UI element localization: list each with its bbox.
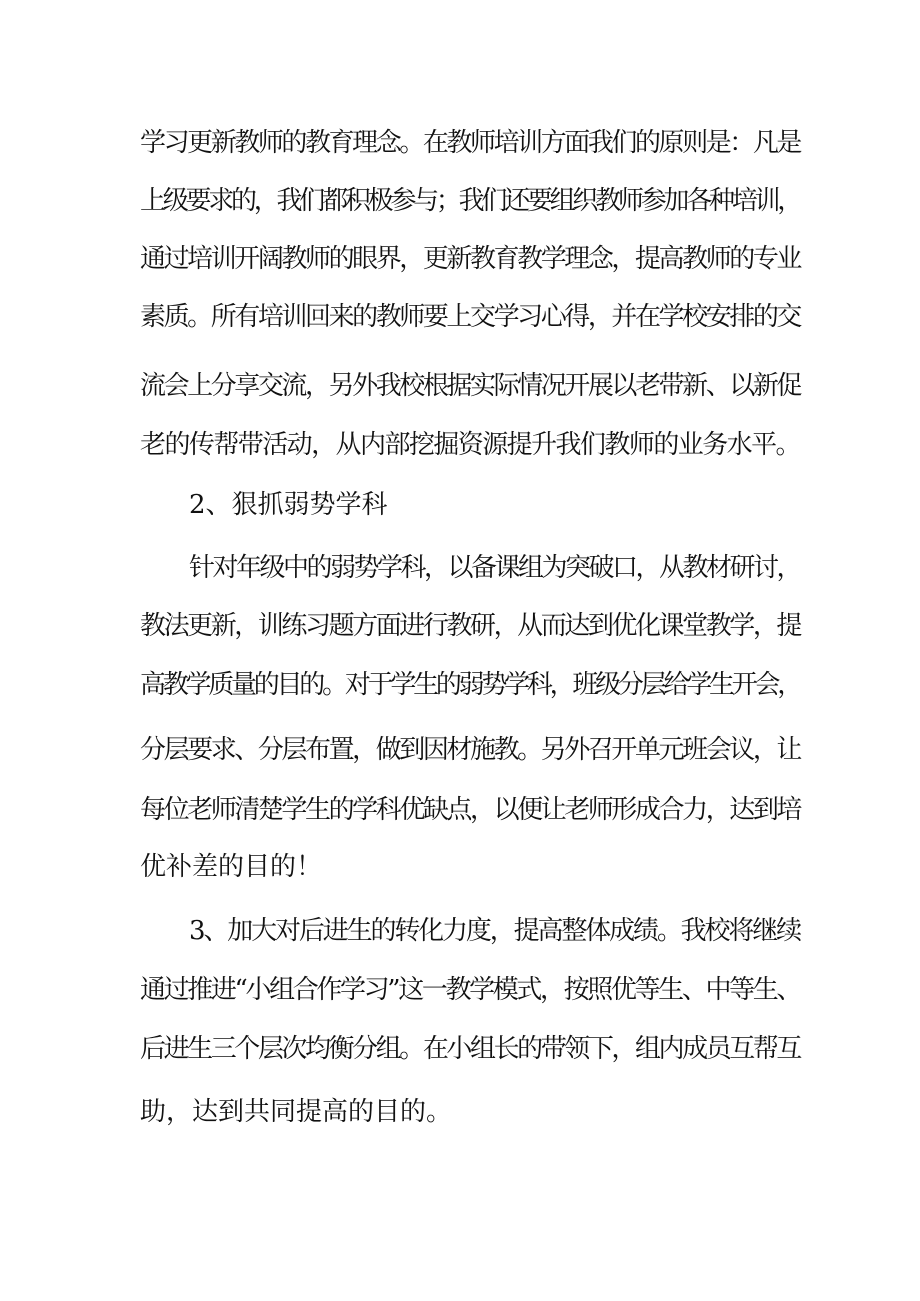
text-line: 通过培训开阔教师的眼界，更新教育教学理念，提高教师的专业 <box>140 244 800 274</box>
text-line: 分层要求、分层布置，做到因材施教。另外召开单元班会议，让 <box>140 735 800 765</box>
text-line: 老的传帮带活动，从内部挖掘资源提升我们教师的业务水平。 <box>140 430 800 460</box>
text-line: 教法更新，训练习题方面进行教研，从而达到优化课堂教学，提 <box>140 611 800 641</box>
text-line: 助，达到共同提高的目的。 <box>140 1097 453 1127</box>
text-line: 流会上分享交流，另外我校根据实际情况开展以老带新、以新促 <box>140 371 800 401</box>
text-line: 后进生三个层次均衡分组。在小组长的带领下，组内成员互帮互 <box>140 1034 800 1064</box>
text-line: 优补差的目的！ <box>140 852 323 882</box>
text-line: 3、加大对后进生的转化力度，提高整体成绩。我校将继续 <box>189 916 800 946</box>
text-line: 学习更新教师的教育理念。在教师培训方面我们的原则是：凡是 <box>140 128 800 158</box>
text-line: 针对年级中的弱势学科，以备课组为突破口，从教材研讨， <box>189 553 800 583</box>
text-line: 上级要求的，我们都积极参与；我们还要组织教师参加各种培训， <box>140 186 800 216</box>
text-line: 每位老师清楚学生的学科优缺点，以便让老师形成合力，达到培 <box>140 795 800 825</box>
text-line: 素质。所有培训回来的教师要上交学习心得，并在学校安排的交 <box>140 302 800 332</box>
text-line: 高教学质量的目的。对于学生的弱势学科，班级分层给学生开会， <box>140 670 800 700</box>
text-line: 通过推进“小组合作学习”这一教学模式，按照优等生、中等生、 <box>140 975 800 1005</box>
section-heading: 2、狠抓弱势学科 <box>189 490 388 520</box>
